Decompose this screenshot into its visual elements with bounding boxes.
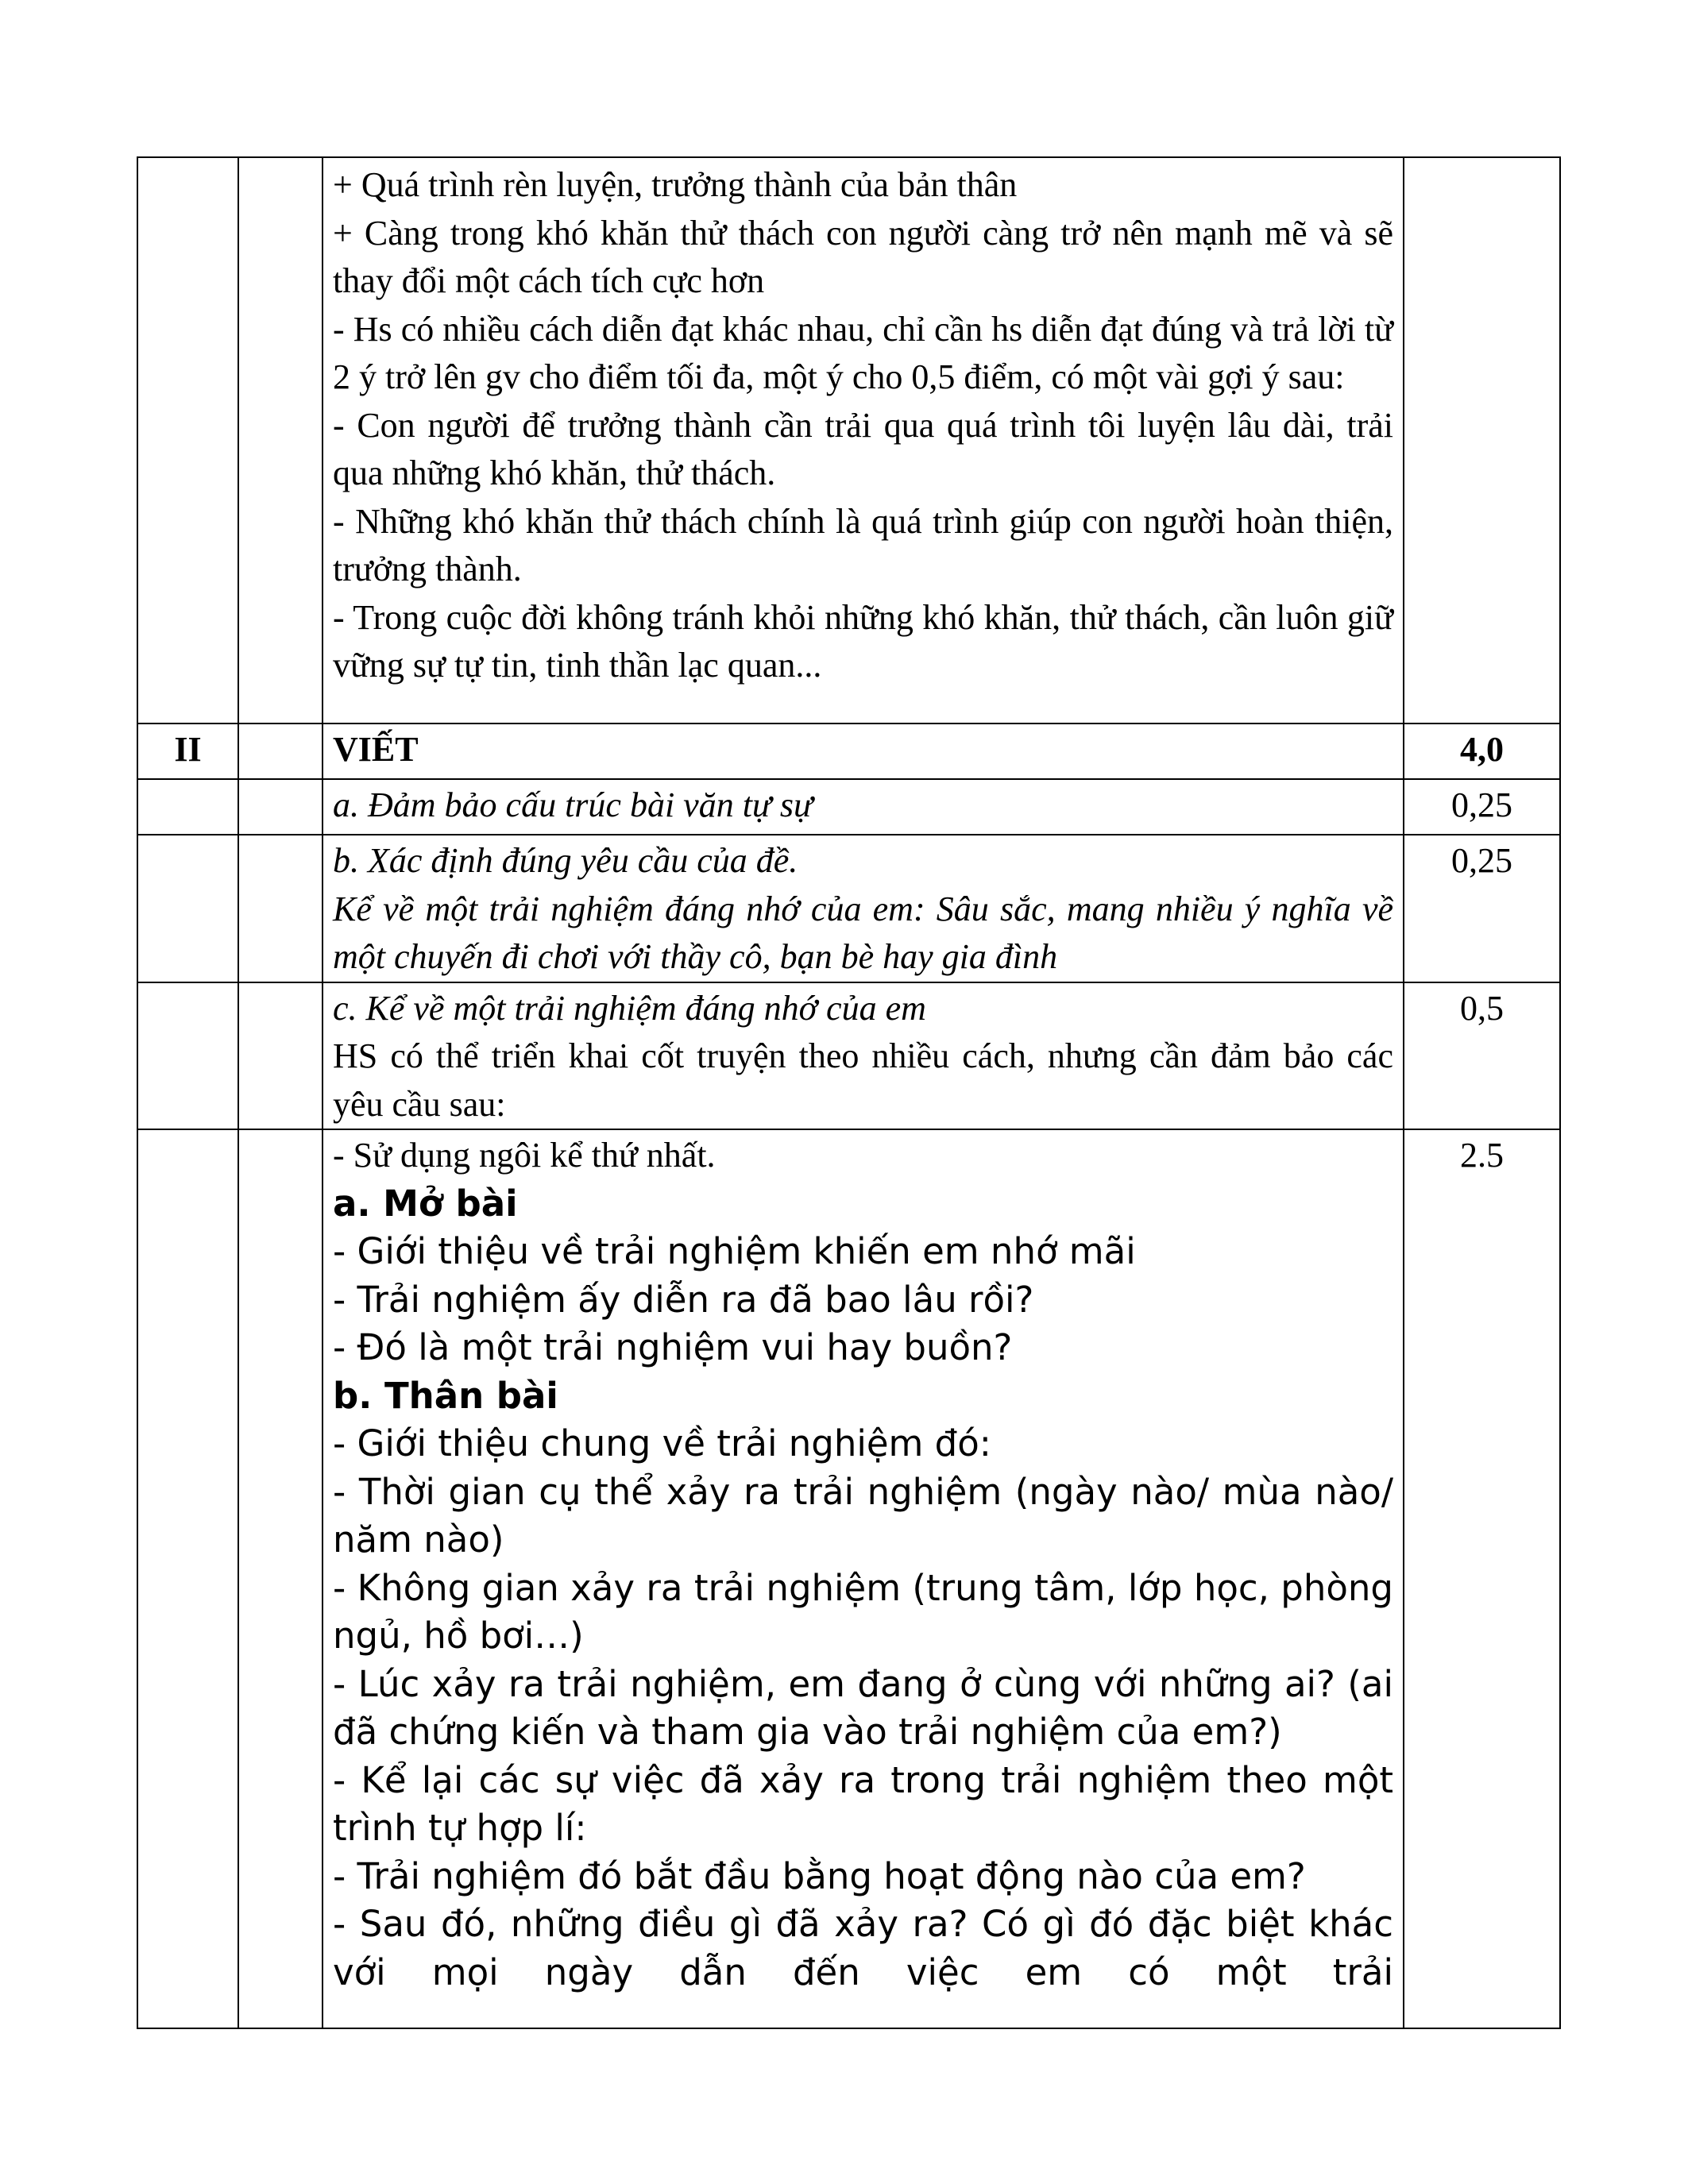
table-row: [137, 982, 1560, 1130]
section-cell: [137, 1129, 238, 2028]
criterion-content: [323, 835, 1404, 982]
outline-heading-body: b. Thân bài: [333, 1374, 558, 1417]
criterion-text: a. Đảm bảo cấu trúc bài văn tự sự: [323, 779, 1404, 835]
outline-intro: - Sử dụng ngôi kể thứ nhất.: [333, 1136, 716, 1175]
outline-item: - Sau đó, những điều gì đã xảy ra? Có gì đó đặc biệt khác với mọi ngày dẫn đến việc em có một trải: [333, 1903, 1393, 1993]
outline-item: - Lúc xảy ra trải nghiệm, em đang ở cùng với những ai? (ai đã chứng kiến và tham gia vào trải nghiệm của em?): [333, 1662, 1393, 1753]
criterion-score: 0,25: [1404, 835, 1560, 982]
content-line: + Càng trong khó khăn thử thách con người càng trở nên mạnh mẽ và sẽ thay đổi một cách tích cực hơn: [333, 213, 1393, 300]
content-line: - Trong cuộc đời không tránh khỏi những khó khăn, thử thách, cần luôn giữ vững sự tự tin, tinh thần lạc quan...: [333, 597, 1393, 685]
outline-heading-intro: a. Mở bài: [333, 1182, 518, 1225]
section-score: 4,0: [1404, 723, 1560, 779]
outline-content: [323, 1129, 1404, 2028]
section-cell: [137, 982, 238, 1130]
content-line: - Hs có nhiều cách diễn đạt khác nhau, chỉ cần hs diễn đạt đúng và trả lời từ 2 ý trở lên gv cho điểm tối đa, một ý cho 0,5 điểm, có một vài gợi ý sau:: [333, 309, 1393, 396]
question-cell: [238, 1129, 323, 2028]
table-row: [137, 1129, 1560, 2028]
outline-item: - Trải nghiệm đó bắt đầu bằng hoạt động nào của em?: [333, 1854, 1306, 1897]
outline-item: - Giới thiệu chung về trải nghiệm đó:: [333, 1422, 991, 1464]
outline-item: - Kể lại các sự việc đã xảy ra trong trải nghiệm theo một trình tự hợp lí:: [333, 1758, 1393, 1849]
criterion-score: 0,5: [1404, 982, 1560, 1130]
question-cell: [238, 835, 323, 982]
content-line: - Con người để trưởng thành cần trải qua quá trình tôi luyện lâu dài, trải qua những khó khăn, thử thách.: [333, 405, 1393, 492]
outline-item: - Đó là một trải nghiệm vui hay buồn?: [333, 1326, 1013, 1368]
criterion-title: c. Kể về một trải nghiệm đáng nhớ của em: [333, 988, 926, 1028]
content-line: + Quá trình rèn luyện, trưởng thành của bản thân: [333, 165, 1018, 204]
criterion-content: [323, 982, 1404, 1130]
criterion-detail: Kể về một trải nghiệm đáng nhớ của em: Sâu sắc, mang nhiều ý nghĩa về một chuyến đi chơi với thầy cô, bạn bè hay gia đình: [333, 889, 1393, 976]
table-row: [137, 835, 1560, 982]
grading-table: [137, 156, 1561, 2029]
outline-item: - Không gian xảy ra trải nghiệm (trung tâm, lớp học, phòng ngủ, hồ bơi…): [333, 1566, 1393, 1657]
question-cell: [238, 723, 323, 779]
outline-item: - Giới thiệu về trải nghiệm khiến em nhớ mãi: [333, 1230, 1136, 1272]
content-cell: [323, 157, 1404, 723]
criterion-title: b. Xác định đúng yêu cầu của đề.: [333, 841, 798, 880]
table-row: [137, 157, 1560, 723]
section-cell: [137, 157, 238, 723]
section-heading: VIẾT: [323, 723, 1404, 779]
outline-item: - Thời gian cụ thể xảy ra trải nghiệm (ngày nào/ mùa nào/ năm nào): [333, 1470, 1393, 1561]
table-row: [137, 779, 1560, 835]
score-cell: [1404, 157, 1560, 723]
criterion-detail: HS có thể triển khai cốt truyện theo nhiều cách, nhưng cần đảm bảo các yêu cầu sau:: [333, 1036, 1393, 1124]
table-row: [137, 723, 1560, 779]
outline-item: - Trải nghiệm ấy diễn ra đã bao lâu rồi?: [333, 1278, 1034, 1321]
section-cell: [137, 779, 238, 835]
section-number: II: [137, 723, 238, 779]
question-cell: [238, 779, 323, 835]
question-cell: [238, 157, 323, 723]
question-cell: [238, 982, 323, 1130]
content-line: - Những khó khăn thử thách chính là quá trình giúp con người hoàn thiện, trưởng thành.: [333, 501, 1393, 588]
section-cell: [137, 835, 238, 982]
criterion-score: 0,25: [1404, 779, 1560, 835]
outline-score: 2.5: [1404, 1129, 1560, 2028]
